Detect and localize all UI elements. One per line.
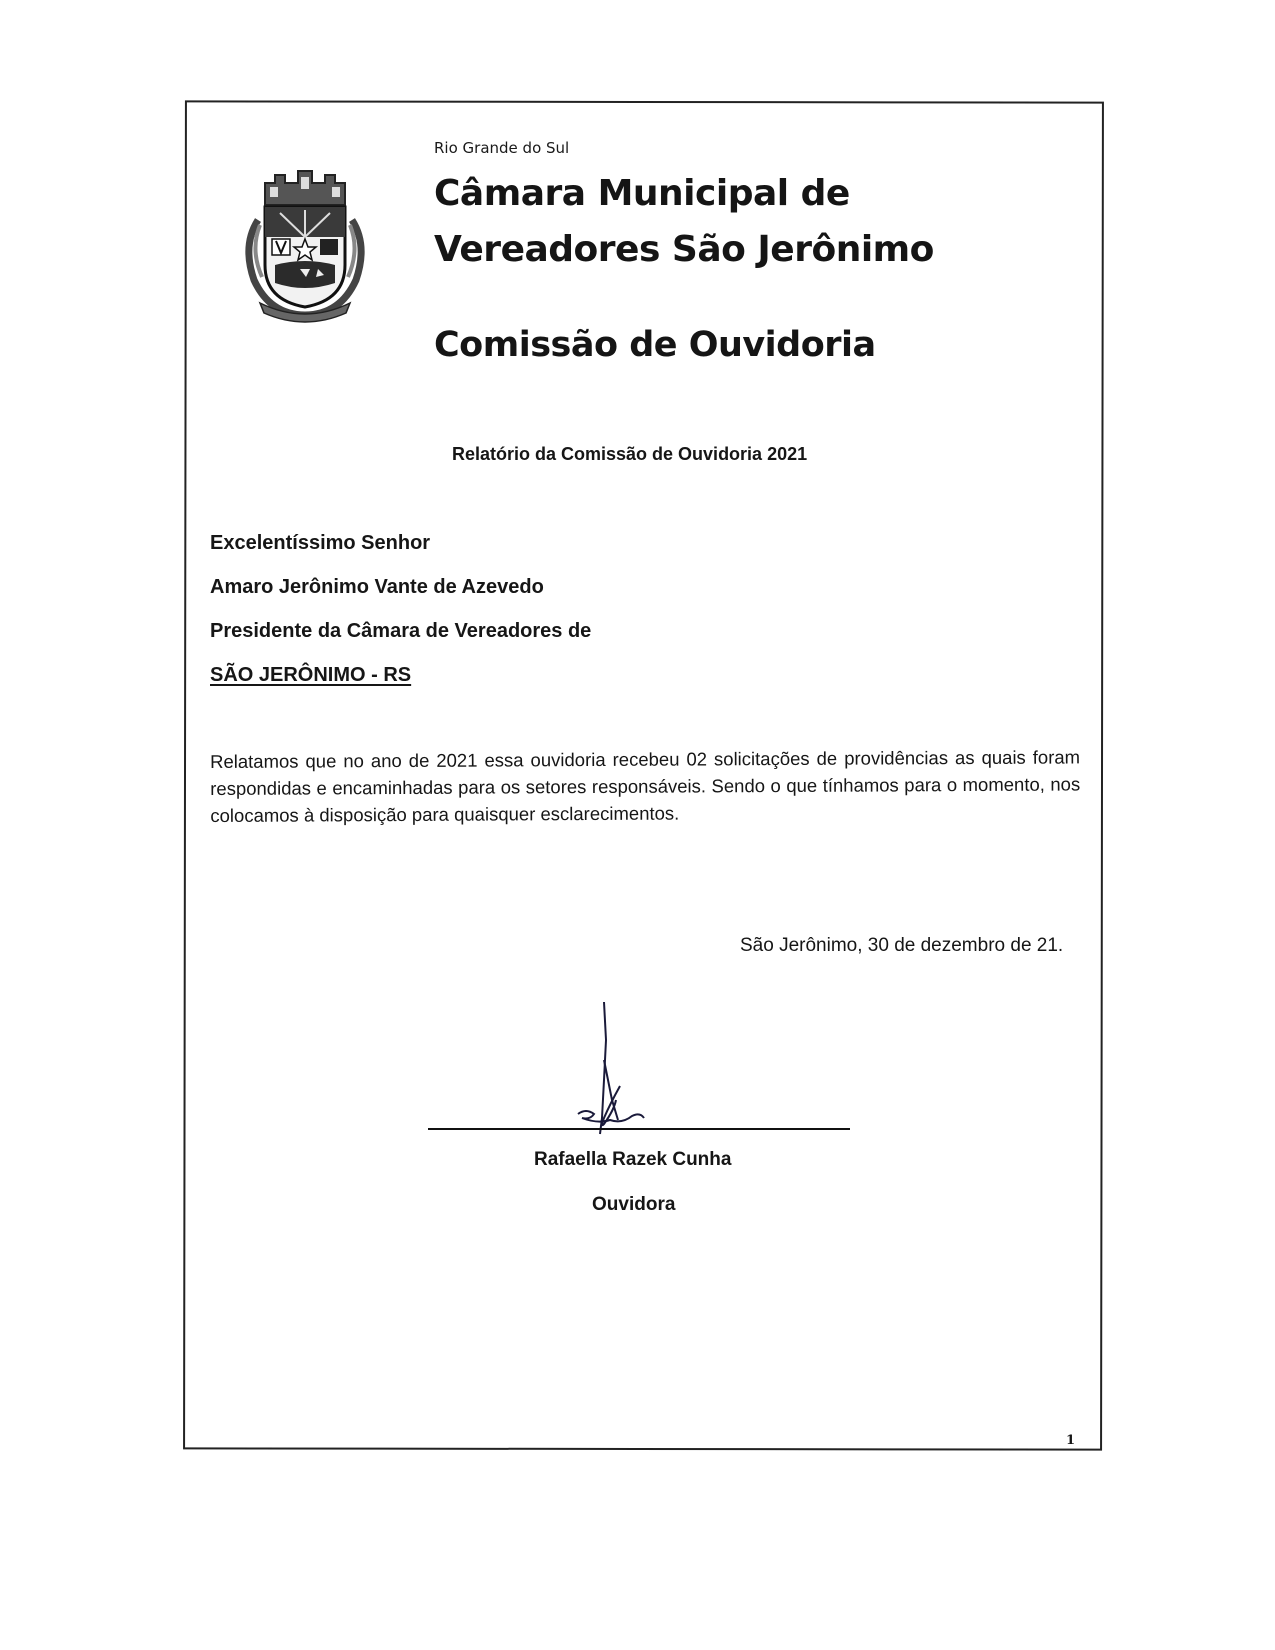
institution-title-line-1: Câmara Municipal de (434, 173, 850, 214)
institution-title-line-2: Vereadores São Jerônimo (434, 229, 934, 270)
signer-name: Rafaella Razek Cunha (534, 1149, 732, 1170)
addressee-city: SÃO JERÔNIMO - RS (210, 664, 412, 686)
institution-title (434, 166, 934, 278)
report-title: Relatório da Comissão de Ouvidoria 2021 (452, 444, 808, 464)
addressee-name: Amaro Jerônimo Vante de Azevedo (210, 576, 544, 598)
page-number: 1 (1066, 1433, 1076, 1448)
state-name: Rio Grande do Sul (434, 139, 570, 157)
signer-role: Ouvidora (592, 1194, 676, 1215)
signature-line (428, 1128, 850, 1130)
report-body-paragraph: Relatamos que no ano de 2021 essa ouvidoria recebeu 02 solicitações de providências as quais foram respondidas e encaminhadas para os setores responsáveis. Sendo o que tínhamos para o momento, nos colocamos à disposição para quaisquer esclarecimentos. (210, 746, 1081, 826)
addressee-salutation: Excelentíssimo Senhor (210, 532, 431, 554)
municipal-coat-of-arms-icon (240, 165, 370, 325)
committee-title: Comissão de Ouvidoria (434, 325, 876, 365)
date-line: São Jerônimo, 30 de dezembro de 21. (740, 935, 1064, 956)
addressee-position: Presidente da Câmara de Vereadores de (210, 620, 592, 642)
